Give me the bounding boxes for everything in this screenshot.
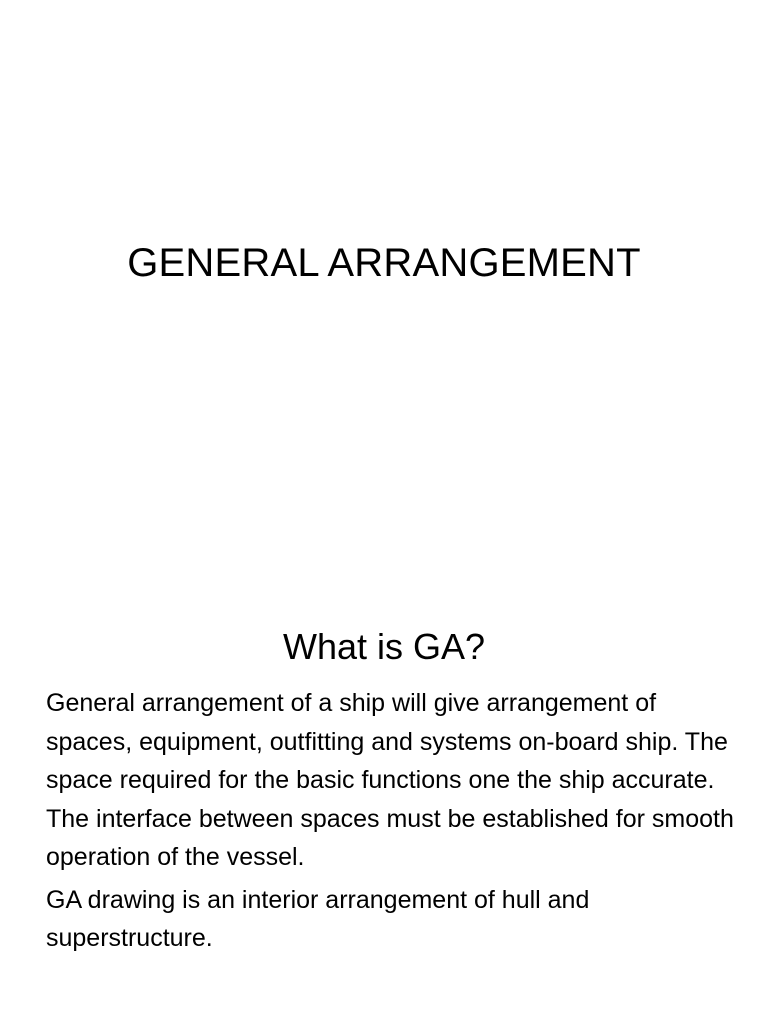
slide-what-is-ga xyxy=(0,512,768,1024)
slide-body-text xyxy=(46,684,738,962)
body-paragraph-drawing: GA drawing is an interior arrangement of hull and superstructure. xyxy=(46,885,590,952)
slide-title: GENERAL ARRANGEMENT xyxy=(127,241,641,285)
body-paragraph-definition: General arrangement of a ship will give arrangement of spaces, equipment, outfitting and systems on-board ship. The space required for the basic functions one the ship accurate. The interface between spaces must be established for smooth operation of the vessel. xyxy=(46,689,734,871)
slide-heading: What is GA? xyxy=(282,626,486,667)
